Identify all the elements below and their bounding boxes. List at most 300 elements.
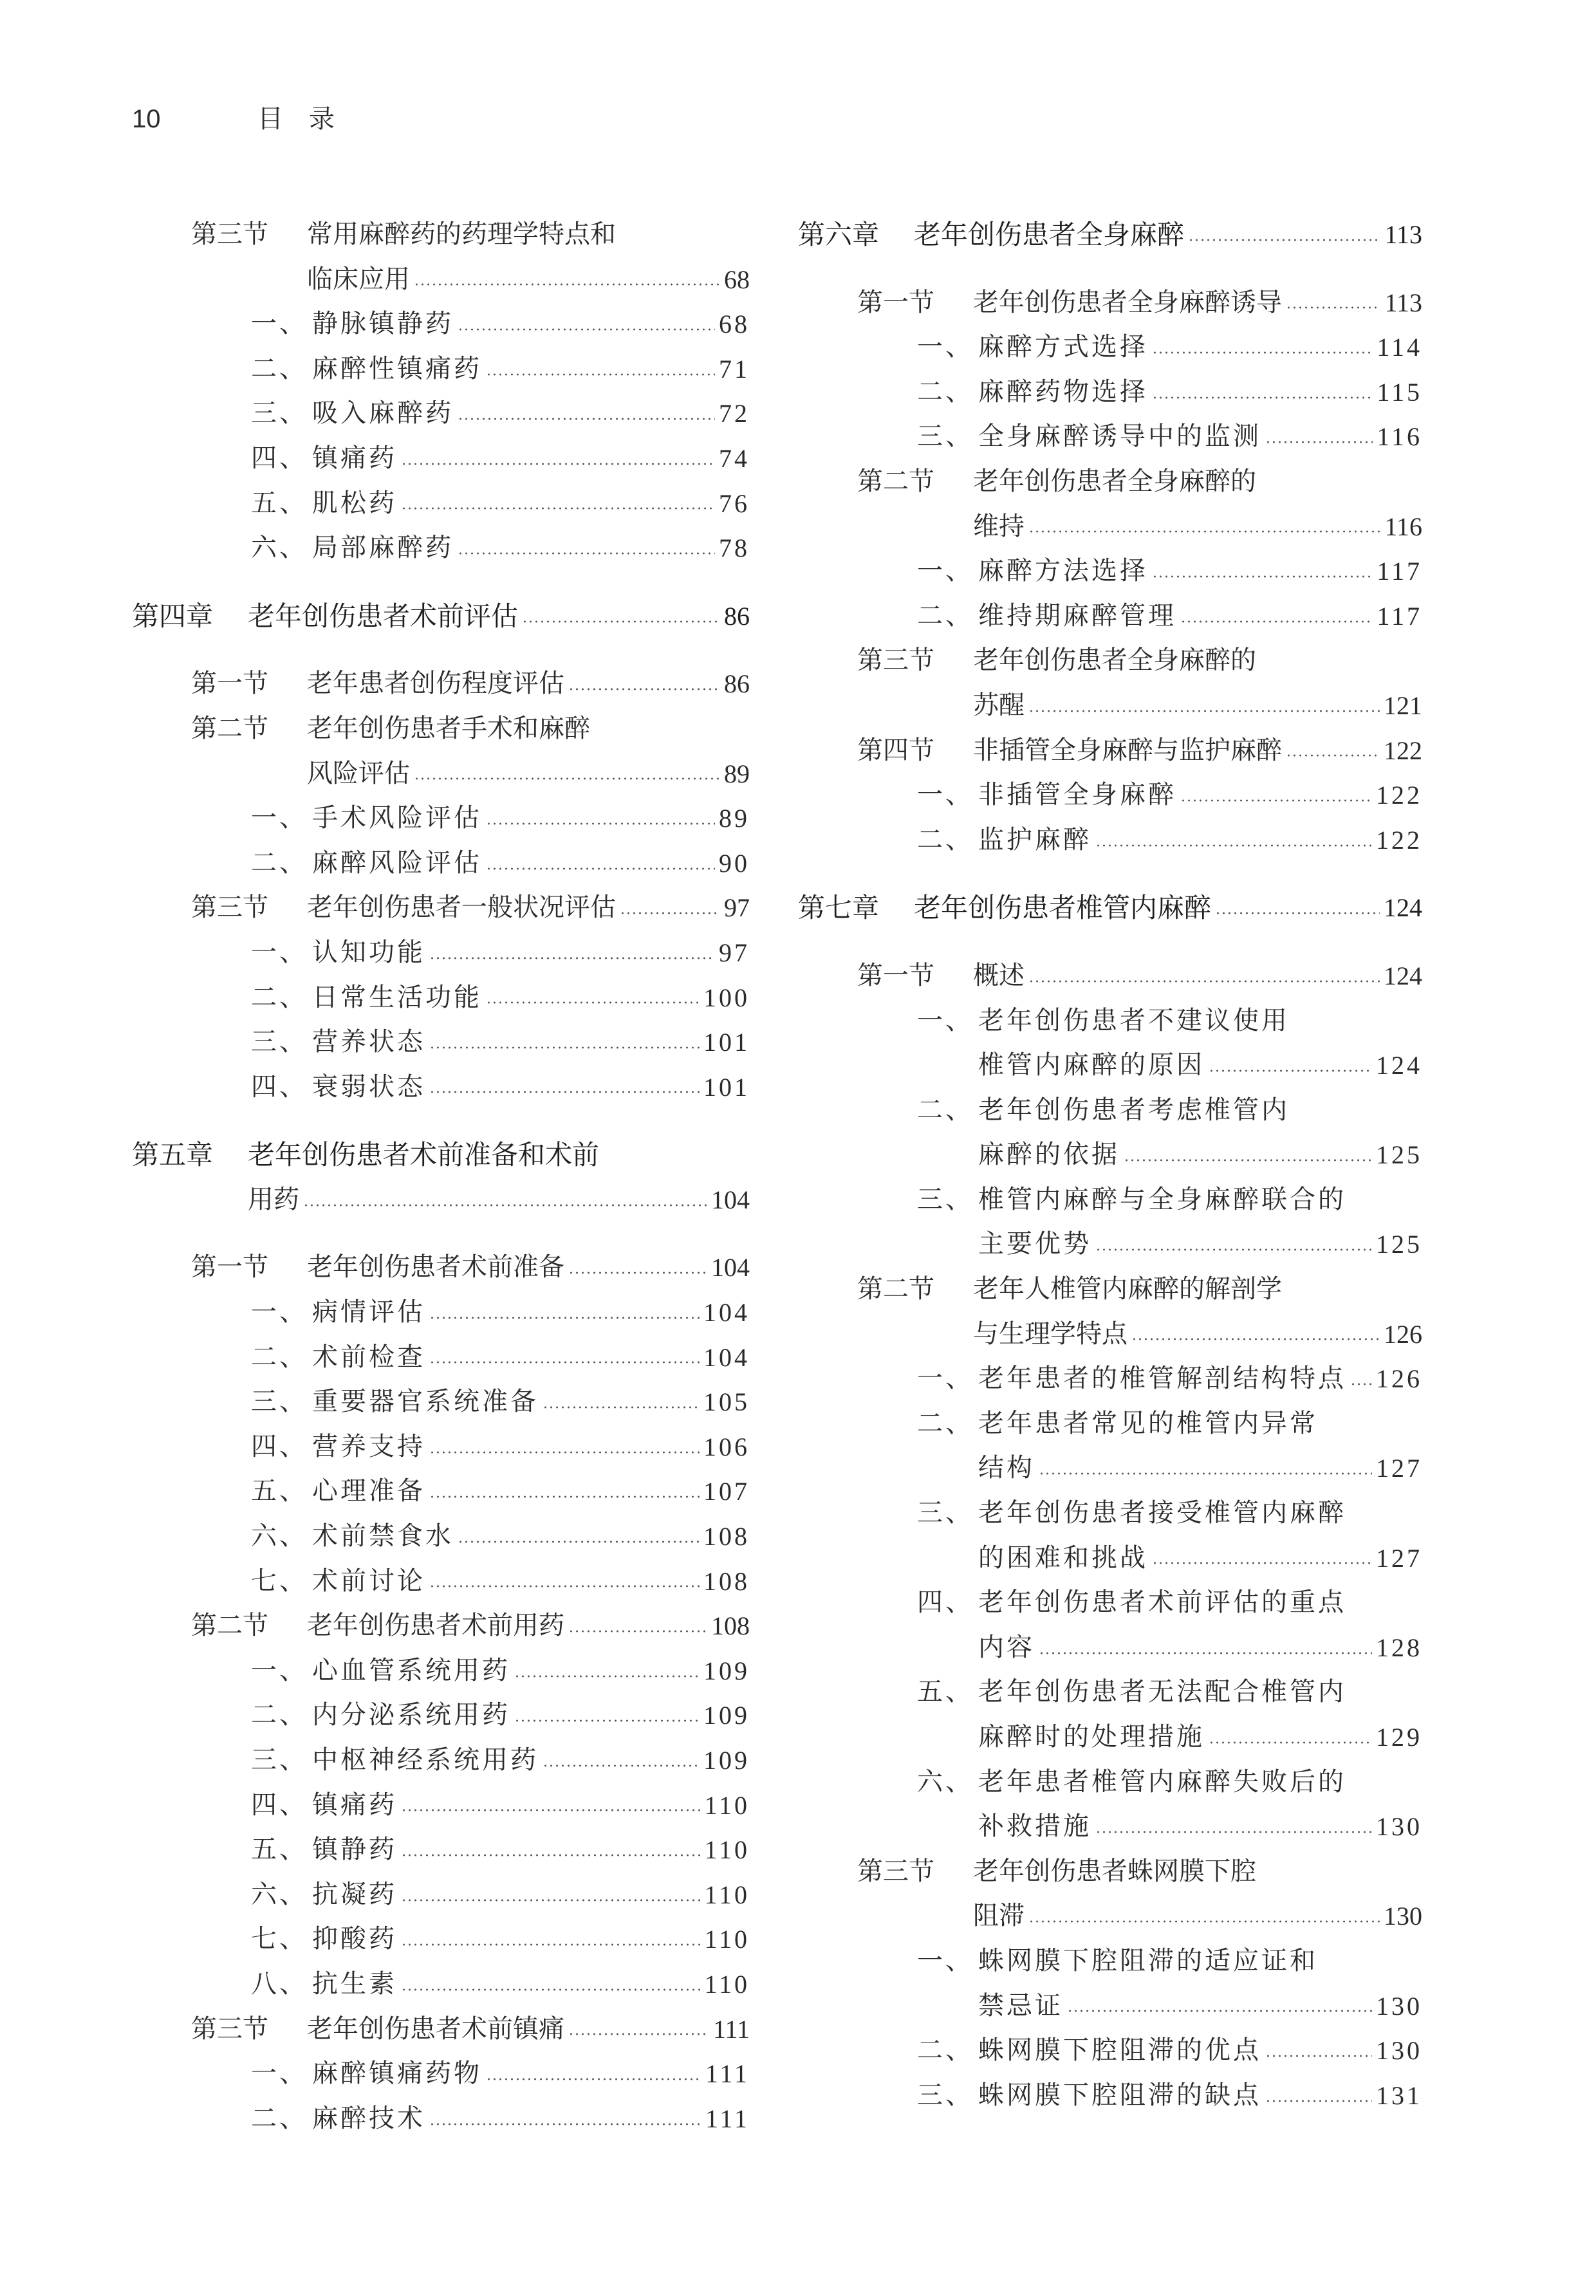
toc-entry-page: 97 bbox=[724, 893, 750, 923]
toc-entry-title: 概述 bbox=[973, 960, 1025, 990]
toc-entry-page: 108 bbox=[703, 1566, 750, 1596]
toc-entry-page: 127 bbox=[1376, 1543, 1422, 1573]
toc-entry-title: 老年创伤患者不建议使用 bbox=[978, 1005, 1290, 1035]
dot-leader bbox=[1286, 306, 1380, 309]
toc-entry-label: 第四节 bbox=[857, 735, 934, 765]
toc-entry-label: 五、 bbox=[251, 488, 308, 518]
toc-entry-cont-sub[interactable] bbox=[798, 1715, 1422, 1760]
toc-entry-section[interactable] bbox=[132, 1245, 750, 1290]
toc-entry-title: 蛛网膜下腔阻滞的适应证和 bbox=[978, 1945, 1318, 1976]
toc-entry-cont-sec[interactable] bbox=[798, 505, 1422, 550]
toc-entry-page: 90 bbox=[719, 848, 750, 878]
toc-entry-label: 二、 bbox=[917, 2035, 974, 2066]
toc-entry-label: 第二节 bbox=[857, 1274, 934, 1304]
toc-entry-label: 三、 bbox=[251, 1387, 308, 1417]
toc-entry-title: 抗生素 bbox=[312, 1968, 397, 1999]
toc-entry-sub[interactable] bbox=[798, 1356, 1422, 1402]
toc-entry-page: 130 bbox=[1384, 1902, 1422, 1931]
toc-entry-label: 一、 bbox=[251, 937, 308, 967]
toc-entry-page: 110 bbox=[704, 1925, 750, 1954]
toc-entry-sub[interactable] bbox=[132, 1425, 750, 1470]
dot-leader bbox=[458, 552, 715, 555]
toc-entry-title: 老年创伤患者接受椎管内麻醉 bbox=[978, 1498, 1346, 1528]
toc-entry-title: 老年患者创伤程度评估 bbox=[307, 669, 564, 699]
dot-leader bbox=[401, 463, 715, 465]
dot-leader bbox=[401, 1943, 700, 1946]
toc-entry-page: 122 bbox=[1376, 781, 1422, 810]
toc-entry-sub[interactable] bbox=[132, 1065, 750, 1110]
toc-entry-label: 六、 bbox=[251, 533, 308, 563]
toc-entry-page: 114 bbox=[1377, 333, 1422, 362]
dot-leader bbox=[1265, 2055, 1372, 2057]
dot-leader bbox=[1039, 1652, 1372, 1654]
toc-entry-label: 第一节 bbox=[857, 287, 934, 317]
dot-leader bbox=[303, 1204, 707, 1207]
toc-entry-section[interactable] bbox=[798, 1267, 1422, 1312]
toc-entry-title: 禁忌证 bbox=[978, 1990, 1063, 2021]
toc-entry-title: 用药 bbox=[248, 1184, 299, 1214]
toc-entry-sub[interactable] bbox=[132, 2051, 750, 2097]
toc-entry-sub[interactable] bbox=[132, 1514, 750, 1559]
toc-entry-sub[interactable] bbox=[132, 1828, 750, 1873]
toc-entry-page: 122 bbox=[1384, 736, 1422, 765]
toc-entry-label: 二、 bbox=[917, 824, 974, 855]
toc-entry-page: 110 bbox=[704, 1880, 750, 1909]
dot-leader bbox=[1188, 239, 1380, 241]
toc-entry-title: 老年创伤患者全身麻醉的 bbox=[973, 645, 1256, 676]
dot-leader bbox=[486, 2078, 701, 2080]
toc-entry-label: 第七章 bbox=[798, 892, 880, 924]
toc-entry-section[interactable] bbox=[798, 281, 1422, 326]
toc-entry-page: 110 bbox=[704, 1790, 750, 1820]
toc-entry-sub[interactable] bbox=[798, 1939, 1422, 1984]
toc-entry-label: 二、 bbox=[917, 1408, 974, 1438]
dot-leader bbox=[1028, 1920, 1380, 1923]
toc-entry-section[interactable] bbox=[798, 728, 1422, 773]
toc-entry-label: 第三节 bbox=[857, 645, 934, 676]
dot-leader bbox=[543, 1764, 700, 1767]
toc-entry-title: 中枢神经系统用药 bbox=[312, 1745, 539, 1775]
toc-entry-page: 108 bbox=[711, 1611, 750, 1641]
dot-leader bbox=[1124, 1159, 1372, 1162]
toc-entry-sub[interactable] bbox=[132, 347, 750, 392]
dot-leader bbox=[514, 1675, 700, 1678]
toc-entry-title: 老年创伤患者术前评估 bbox=[248, 600, 519, 632]
toc-entry-cont-sub[interactable] bbox=[798, 1804, 1422, 1849]
toc-entry-label: 一、 bbox=[917, 1945, 974, 1976]
toc-entry-sub[interactable] bbox=[798, 414, 1422, 459]
toc-entry-title: 老年创伤患者椎管内麻醉 bbox=[914, 892, 1212, 924]
toc-entry-page: 76 bbox=[719, 488, 750, 518]
dot-leader bbox=[401, 1899, 700, 1902]
toc-entry-label: 四、 bbox=[251, 443, 308, 473]
toc-entry-label: 第一节 bbox=[857, 960, 934, 990]
toc-right-column bbox=[798, 212, 1422, 2118]
toc-entry-section[interactable] bbox=[132, 1604, 750, 1649]
toc-entry-label: 一、 bbox=[917, 1005, 974, 1035]
toc-entry-title: 麻醉时的处理措施 bbox=[978, 1722, 1205, 1752]
dot-leader bbox=[1067, 2010, 1372, 2012]
toc-entry-sub[interactable] bbox=[132, 302, 750, 347]
dot-leader bbox=[1152, 1562, 1372, 1564]
toc-entry-title: 非插管全身麻醉 bbox=[978, 780, 1176, 810]
toc-entry-page: 117 bbox=[1377, 601, 1422, 631]
toc-entry-cont-sub[interactable] bbox=[798, 1043, 1422, 1088]
dot-leader bbox=[568, 2033, 709, 2035]
dot-leader bbox=[429, 1495, 700, 1498]
toc-entry-sub[interactable] bbox=[132, 1559, 750, 1604]
dot-leader bbox=[429, 1317, 700, 1319]
toc-entry-page: 125 bbox=[1376, 1140, 1422, 1170]
toc-entry-sub[interactable] bbox=[132, 976, 750, 1021]
dot-leader bbox=[1215, 912, 1380, 914]
toc-entry-sub[interactable] bbox=[798, 1491, 1422, 1536]
toc-entry-page: 108 bbox=[703, 1522, 750, 1551]
toc-entry-title: 老年创伤患者蛛网膜下腔 bbox=[973, 1856, 1256, 1886]
toc-entry-label: 二、 bbox=[251, 1342, 308, 1372]
toc-entry-title: 老年创伤患者术前镇痛 bbox=[307, 2014, 564, 2044]
toc-entry-title: 术前禁食水 bbox=[312, 1521, 454, 1551]
page-number: 10 bbox=[132, 105, 161, 133]
toc-entry-page: 128 bbox=[1376, 1633, 1422, 1662]
toc-entry-title: 常用麻醉药的药理学特点和 bbox=[307, 219, 616, 249]
toc-entry-title: 手术风险评估 bbox=[312, 803, 482, 833]
toc-entry-sub[interactable] bbox=[132, 1020, 750, 1065]
toc-entry-title: 老年创伤患者全身麻醉诱导 bbox=[973, 287, 1282, 317]
toc-entry-title: 心血管系统用药 bbox=[312, 1655, 510, 1685]
toc-entry-label: 一、 bbox=[917, 332, 974, 362]
dot-leader bbox=[429, 1451, 700, 1454]
toc-entry-sub[interactable] bbox=[798, 1088, 1422, 1133]
toc-entry-cont-sub[interactable] bbox=[798, 1536, 1422, 1581]
dot-leader bbox=[401, 1988, 700, 1991]
toc-entry-title: 麻醉技术 bbox=[312, 2103, 425, 2133]
toc-entry-sub[interactable] bbox=[132, 481, 750, 526]
toc-entry-sub[interactable] bbox=[132, 1469, 750, 1514]
toc-entry-cont-sub[interactable] bbox=[798, 1446, 1422, 1491]
toc-entry-title: 老年创伤患者手术和麻醉 bbox=[307, 713, 590, 743]
toc-entry-cont-sec[interactable] bbox=[798, 683, 1422, 728]
toc-entry-label: 二、 bbox=[917, 600, 974, 631]
toc-entry-page: 129 bbox=[1376, 1723, 1422, 1752]
toc-entry-label: 一、 bbox=[251, 2059, 308, 2089]
toc-entry-sub[interactable] bbox=[798, 1178, 1422, 1223]
toc-entry-page: 115 bbox=[1377, 377, 1422, 407]
toc-entry-page: 116 bbox=[1377, 422, 1422, 452]
toc-entry-title: 抗凝药 bbox=[312, 1879, 397, 1909]
toc-entry-sub[interactable] bbox=[132, 391, 750, 436]
dot-leader bbox=[1152, 351, 1373, 354]
toc-entry-title: 老年患者常见的椎管内异常 bbox=[978, 1408, 1318, 1438]
toc-entry-sub[interactable] bbox=[798, 2028, 1422, 2073]
toc-entry-page: 105 bbox=[703, 1387, 750, 1417]
toc-entry-chapter[interactable] bbox=[798, 212, 1422, 257]
toc-entry-sub[interactable] bbox=[132, 930, 750, 976]
toc-entry-label: 二、 bbox=[251, 1700, 308, 1730]
toc-entry-sub[interactable] bbox=[798, 1402, 1422, 1447]
toc-entry-title: 术前讨论 bbox=[312, 1566, 425, 1596]
toc-entry-title: 内容 bbox=[978, 1632, 1035, 1662]
toc-entry-page: 121 bbox=[1384, 690, 1422, 720]
toc-entry-label: 一、 bbox=[251, 309, 308, 339]
toc-entry-cont-ch[interactable] bbox=[132, 1178, 750, 1223]
toc-entry-page: 116 bbox=[1384, 512, 1422, 541]
toc-entry-sub[interactable] bbox=[798, 370, 1422, 415]
toc-entry-label: 一、 bbox=[251, 1297, 308, 1328]
toc-entry-sub[interactable] bbox=[132, 1335, 750, 1380]
toc-entry-title: 营养支持 bbox=[312, 1431, 425, 1461]
toc-entry-chapter[interactable] bbox=[132, 594, 750, 639]
toc-entry-title: 非插管全身麻醉与监护麻醉 bbox=[973, 735, 1282, 765]
toc-entry-sub[interactable] bbox=[132, 1917, 750, 1962]
dot-leader bbox=[458, 1541, 700, 1543]
toc-entry-sub[interactable] bbox=[132, 1738, 750, 1783]
dot-leader bbox=[1095, 1248, 1372, 1251]
toc-entry-page: 126 bbox=[1384, 1319, 1422, 1349]
toc-entry-page: 130 bbox=[1376, 2036, 1422, 2066]
toc-entry-title: 认知功能 bbox=[312, 937, 425, 967]
toc-entry-title: 镇痛药 bbox=[312, 443, 397, 473]
toc-entry-page: 104 bbox=[703, 1298, 750, 1328]
toc-entry-page: 109 bbox=[703, 1746, 750, 1775]
dot-leader bbox=[1265, 2100, 1372, 2102]
toc-entry-title: 肌松药 bbox=[312, 488, 397, 518]
toc-entry-sub[interactable] bbox=[132, 1783, 750, 1828]
toc-entry-label: 一、 bbox=[251, 803, 308, 833]
toc-entry-label: 四、 bbox=[251, 1790, 308, 1820]
toc-entry-sub[interactable] bbox=[132, 2097, 750, 2142]
toc-entry-label: 第三节 bbox=[191, 893, 268, 923]
toc-entry-sub[interactable] bbox=[798, 1760, 1422, 1805]
toc-entry-cont-sub[interactable] bbox=[798, 1625, 1422, 1671]
toc-entry-page: 97 bbox=[719, 938, 750, 967]
dot-leader bbox=[1028, 980, 1380, 983]
toc-entry-title: 监护麻醉 bbox=[978, 824, 1091, 855]
toc-entry-sub[interactable] bbox=[132, 1290, 750, 1335]
dot-leader bbox=[1095, 844, 1372, 847]
dot-leader bbox=[522, 620, 720, 623]
toc-entry-title: 结构 bbox=[978, 1453, 1035, 1483]
toc-entry-cont-sub[interactable] bbox=[798, 1133, 1422, 1178]
toc-entry-title: 椎管内麻醉的原因 bbox=[978, 1050, 1205, 1080]
dot-leader bbox=[1039, 1472, 1372, 1475]
toc-entry-title: 老年人椎管内麻醉的解剖学 bbox=[973, 1274, 1282, 1304]
toc-entry-title: 麻醉风险评估 bbox=[312, 847, 482, 878]
toc-entry-section[interactable] bbox=[132, 212, 750, 257]
toc-entry-label: 三、 bbox=[917, 1498, 974, 1528]
toc-entry-section[interactable] bbox=[132, 707, 750, 752]
toc-entry-title: 内分泌系统用药 bbox=[312, 1700, 510, 1730]
toc-entry-title: 老年创伤患者一般状况评估 bbox=[307, 893, 616, 923]
toc-entry-title: 日常生活功能 bbox=[312, 982, 482, 1012]
toc-entry-sub[interactable] bbox=[798, 325, 1422, 370]
toc-entry-page: 74 bbox=[719, 443, 750, 473]
toc-entry-label: 第三节 bbox=[857, 1856, 934, 1886]
toc-entry-page: 113 bbox=[1384, 288, 1422, 317]
toc-entry-cont-sec[interactable] bbox=[798, 1894, 1422, 1939]
toc-entry-title: 麻醉方式选择 bbox=[978, 332, 1148, 362]
toc-entry-section[interactable] bbox=[798, 638, 1422, 683]
toc-entry-title: 局部麻醉药 bbox=[312, 533, 454, 563]
toc-entry-page: 124 bbox=[1384, 893, 1422, 923]
toc-entry-cont-sec[interactable] bbox=[798, 1312, 1422, 1357]
toc-entry-label: 八、 bbox=[251, 1968, 308, 1999]
toc-entry-chapter[interactable] bbox=[132, 1133, 750, 1178]
toc-entry-section[interactable] bbox=[132, 2007, 750, 2052]
toc-entry-title: 维持期麻醉管理 bbox=[978, 600, 1176, 631]
toc-entry-title: 老年创伤患者术前用药 bbox=[307, 1611, 564, 1641]
toc-entry-page: 124 bbox=[1384, 961, 1422, 990]
toc-entry-sub[interactable] bbox=[132, 1873, 750, 1918]
dot-leader bbox=[414, 283, 720, 286]
toc-entry-sub[interactable] bbox=[132, 1693, 750, 1738]
toc-entry-title: 病情评估 bbox=[312, 1297, 425, 1328]
toc-entry-label: 三、 bbox=[251, 1745, 308, 1775]
dot-leader bbox=[1209, 1069, 1372, 1072]
toc-entry-title: 静脉镇静药 bbox=[312, 309, 454, 339]
toc-entry-sub[interactable] bbox=[798, 594, 1422, 639]
toc-entry-title: 吸入麻醉药 bbox=[312, 398, 454, 429]
toc-entry-title: 镇痛药 bbox=[312, 1790, 397, 1820]
toc-entry-sub[interactable] bbox=[798, 1670, 1422, 1715]
dot-leader bbox=[1286, 754, 1380, 757]
toc-entry-sub[interactable] bbox=[798, 999, 1422, 1044]
dot-leader bbox=[429, 957, 715, 959]
toc-entry-sub[interactable] bbox=[132, 436, 750, 481]
toc-entry-cont-sub[interactable] bbox=[798, 1222, 1422, 1267]
toc-entry-label: 四、 bbox=[251, 1431, 308, 1461]
toc-entry-label: 第六章 bbox=[798, 219, 880, 250]
toc-entry-sub[interactable] bbox=[132, 1380, 750, 1425]
dot-leader bbox=[486, 822, 715, 825]
toc-entry-cont-sec[interactable] bbox=[132, 752, 750, 797]
dot-leader bbox=[429, 1361, 700, 1364]
toc-entry-page: 124 bbox=[1376, 1051, 1422, 1080]
toc-entry-label: 二、 bbox=[917, 1095, 974, 1125]
dot-leader bbox=[486, 867, 715, 870]
toc-entry-label: 二、 bbox=[251, 353, 308, 384]
toc-entry-page: 131 bbox=[1376, 2080, 1422, 2110]
toc-entry-sub[interactable] bbox=[132, 1962, 750, 2007]
toc-entry-cont-sub[interactable] bbox=[798, 1984, 1422, 2029]
toc-entry-title: 重要器官系统准备 bbox=[312, 1387, 539, 1417]
toc-entry-title: 麻醉性镇痛药 bbox=[312, 353, 482, 384]
toc-entry-label: 第二节 bbox=[191, 713, 268, 743]
toc-entry-label: 一、 bbox=[917, 1364, 974, 1394]
toc-entry-section[interactable] bbox=[798, 954, 1422, 999]
dot-leader bbox=[514, 1719, 700, 1722]
toc-entry-label: 五、 bbox=[917, 1677, 974, 1707]
dot-leader bbox=[429, 1091, 700, 1093]
toc-entry-label: 二、 bbox=[251, 847, 308, 878]
toc-entry-label: 三、 bbox=[917, 421, 974, 452]
toc-entry-label: 四、 bbox=[251, 1071, 308, 1102]
toc-entry-label: 三、 bbox=[917, 2080, 974, 2110]
dot-leader bbox=[429, 1046, 700, 1049]
toc-entry-title: 麻醉药物选择 bbox=[978, 376, 1148, 407]
toc-entry-page: 117 bbox=[1377, 557, 1422, 586]
toc-entry-sub[interactable] bbox=[798, 549, 1422, 594]
toc-entry-page: 111 bbox=[705, 2104, 750, 2133]
toc-entry-label: 一、 bbox=[917, 780, 974, 810]
toc-entry-section[interactable] bbox=[798, 1849, 1422, 1894]
dot-leader bbox=[1209, 1741, 1372, 1744]
dot-leader bbox=[568, 1272, 707, 1274]
toc-entry-page: 110 bbox=[704, 1969, 750, 1999]
toc-entry-page: 86 bbox=[724, 669, 750, 699]
toc-entry-sub[interactable] bbox=[798, 2073, 1422, 2118]
toc-entry-section[interactable] bbox=[798, 459, 1422, 505]
toc-entry-sub[interactable] bbox=[798, 773, 1422, 818]
toc-entry-section[interactable] bbox=[132, 885, 750, 930]
dot-leader bbox=[1095, 1831, 1372, 1833]
toc-entry-cont-sec[interactable] bbox=[132, 257, 750, 302]
toc-entry-section[interactable] bbox=[132, 662, 750, 707]
dot-leader bbox=[429, 1585, 700, 1588]
toc-entry-label: 一、 bbox=[917, 556, 974, 586]
toc-entry-title: 麻醉方法选择 bbox=[978, 556, 1148, 586]
dot-leader bbox=[486, 373, 715, 376]
toc-entry-sub[interactable] bbox=[132, 796, 750, 841]
toc-entry-label: 七、 bbox=[251, 1566, 308, 1596]
toc-entry-title: 全身麻醉诱导中的监测 bbox=[978, 421, 1261, 452]
toc-entry-page: 78 bbox=[719, 533, 750, 563]
dot-leader bbox=[1028, 710, 1380, 712]
toc-entry-title: 老年患者椎管内麻醉失败后的 bbox=[978, 1766, 1346, 1797]
dot-leader bbox=[1180, 799, 1372, 802]
toc-entry-label: 第三节 bbox=[191, 219, 268, 249]
toc-entry-page: 130 bbox=[1376, 1812, 1422, 1842]
toc-entry-page: 110 bbox=[704, 1835, 750, 1865]
toc-entry-page: 104 bbox=[711, 1253, 750, 1282]
toc-entry-sub[interactable] bbox=[132, 841, 750, 886]
toc-entry-sub[interactable] bbox=[798, 818, 1422, 863]
toc-entry-sub[interactable] bbox=[798, 1580, 1422, 1625]
toc-entry-page: 89 bbox=[724, 759, 750, 788]
toc-left-column bbox=[132, 212, 750, 2141]
toc-entry-chapter[interactable] bbox=[798, 885, 1422, 930]
toc-entry-title: 老年创伤患者无法配合椎管内 bbox=[978, 1677, 1346, 1707]
toc-entry-label: 三、 bbox=[251, 398, 308, 429]
toc-entry-title: 老年患者的椎管解剖结构特点 bbox=[978, 1364, 1346, 1394]
toc-entry-title: 心理准备 bbox=[312, 1476, 425, 1506]
toc-entry-sub[interactable] bbox=[132, 1649, 750, 1694]
toc-entry-page: 68 bbox=[724, 264, 750, 294]
toc-entry-page: 130 bbox=[1376, 1991, 1422, 2021]
dot-leader bbox=[401, 1854, 700, 1856]
toc-entry-sub[interactable] bbox=[132, 526, 750, 571]
toc-entry-page: 109 bbox=[703, 1701, 750, 1730]
toc-entry-label: 五、 bbox=[251, 1835, 308, 1865]
dot-leader bbox=[1028, 530, 1380, 533]
toc-entry-page: 111 bbox=[712, 2014, 750, 2044]
toc-entry-title: 老年创伤患者全身麻醉 bbox=[914, 219, 1185, 250]
toc-entry-page: 101 bbox=[703, 1028, 750, 1057]
toc-entry-label: 五、 bbox=[251, 1476, 308, 1506]
toc-entry-title: 主要优势 bbox=[978, 1229, 1091, 1259]
dot-leader bbox=[1152, 396, 1373, 399]
toc-entry-label: 三、 bbox=[917, 1184, 974, 1214]
toc-entry-page: 127 bbox=[1376, 1454, 1422, 1483]
toc-entry-title: 营养状态 bbox=[312, 1027, 425, 1057]
toc-entry-page: 113 bbox=[1384, 220, 1422, 249]
toc-entry-label: 第一节 bbox=[191, 669, 268, 699]
dot-leader bbox=[1131, 1338, 1380, 1340]
dot-leader bbox=[458, 418, 715, 420]
toc-entry-label: 二、 bbox=[251, 2103, 308, 2133]
toc-entry-title: 镇静药 bbox=[312, 1835, 397, 1865]
toc-entry-page: 101 bbox=[703, 1072, 750, 1102]
